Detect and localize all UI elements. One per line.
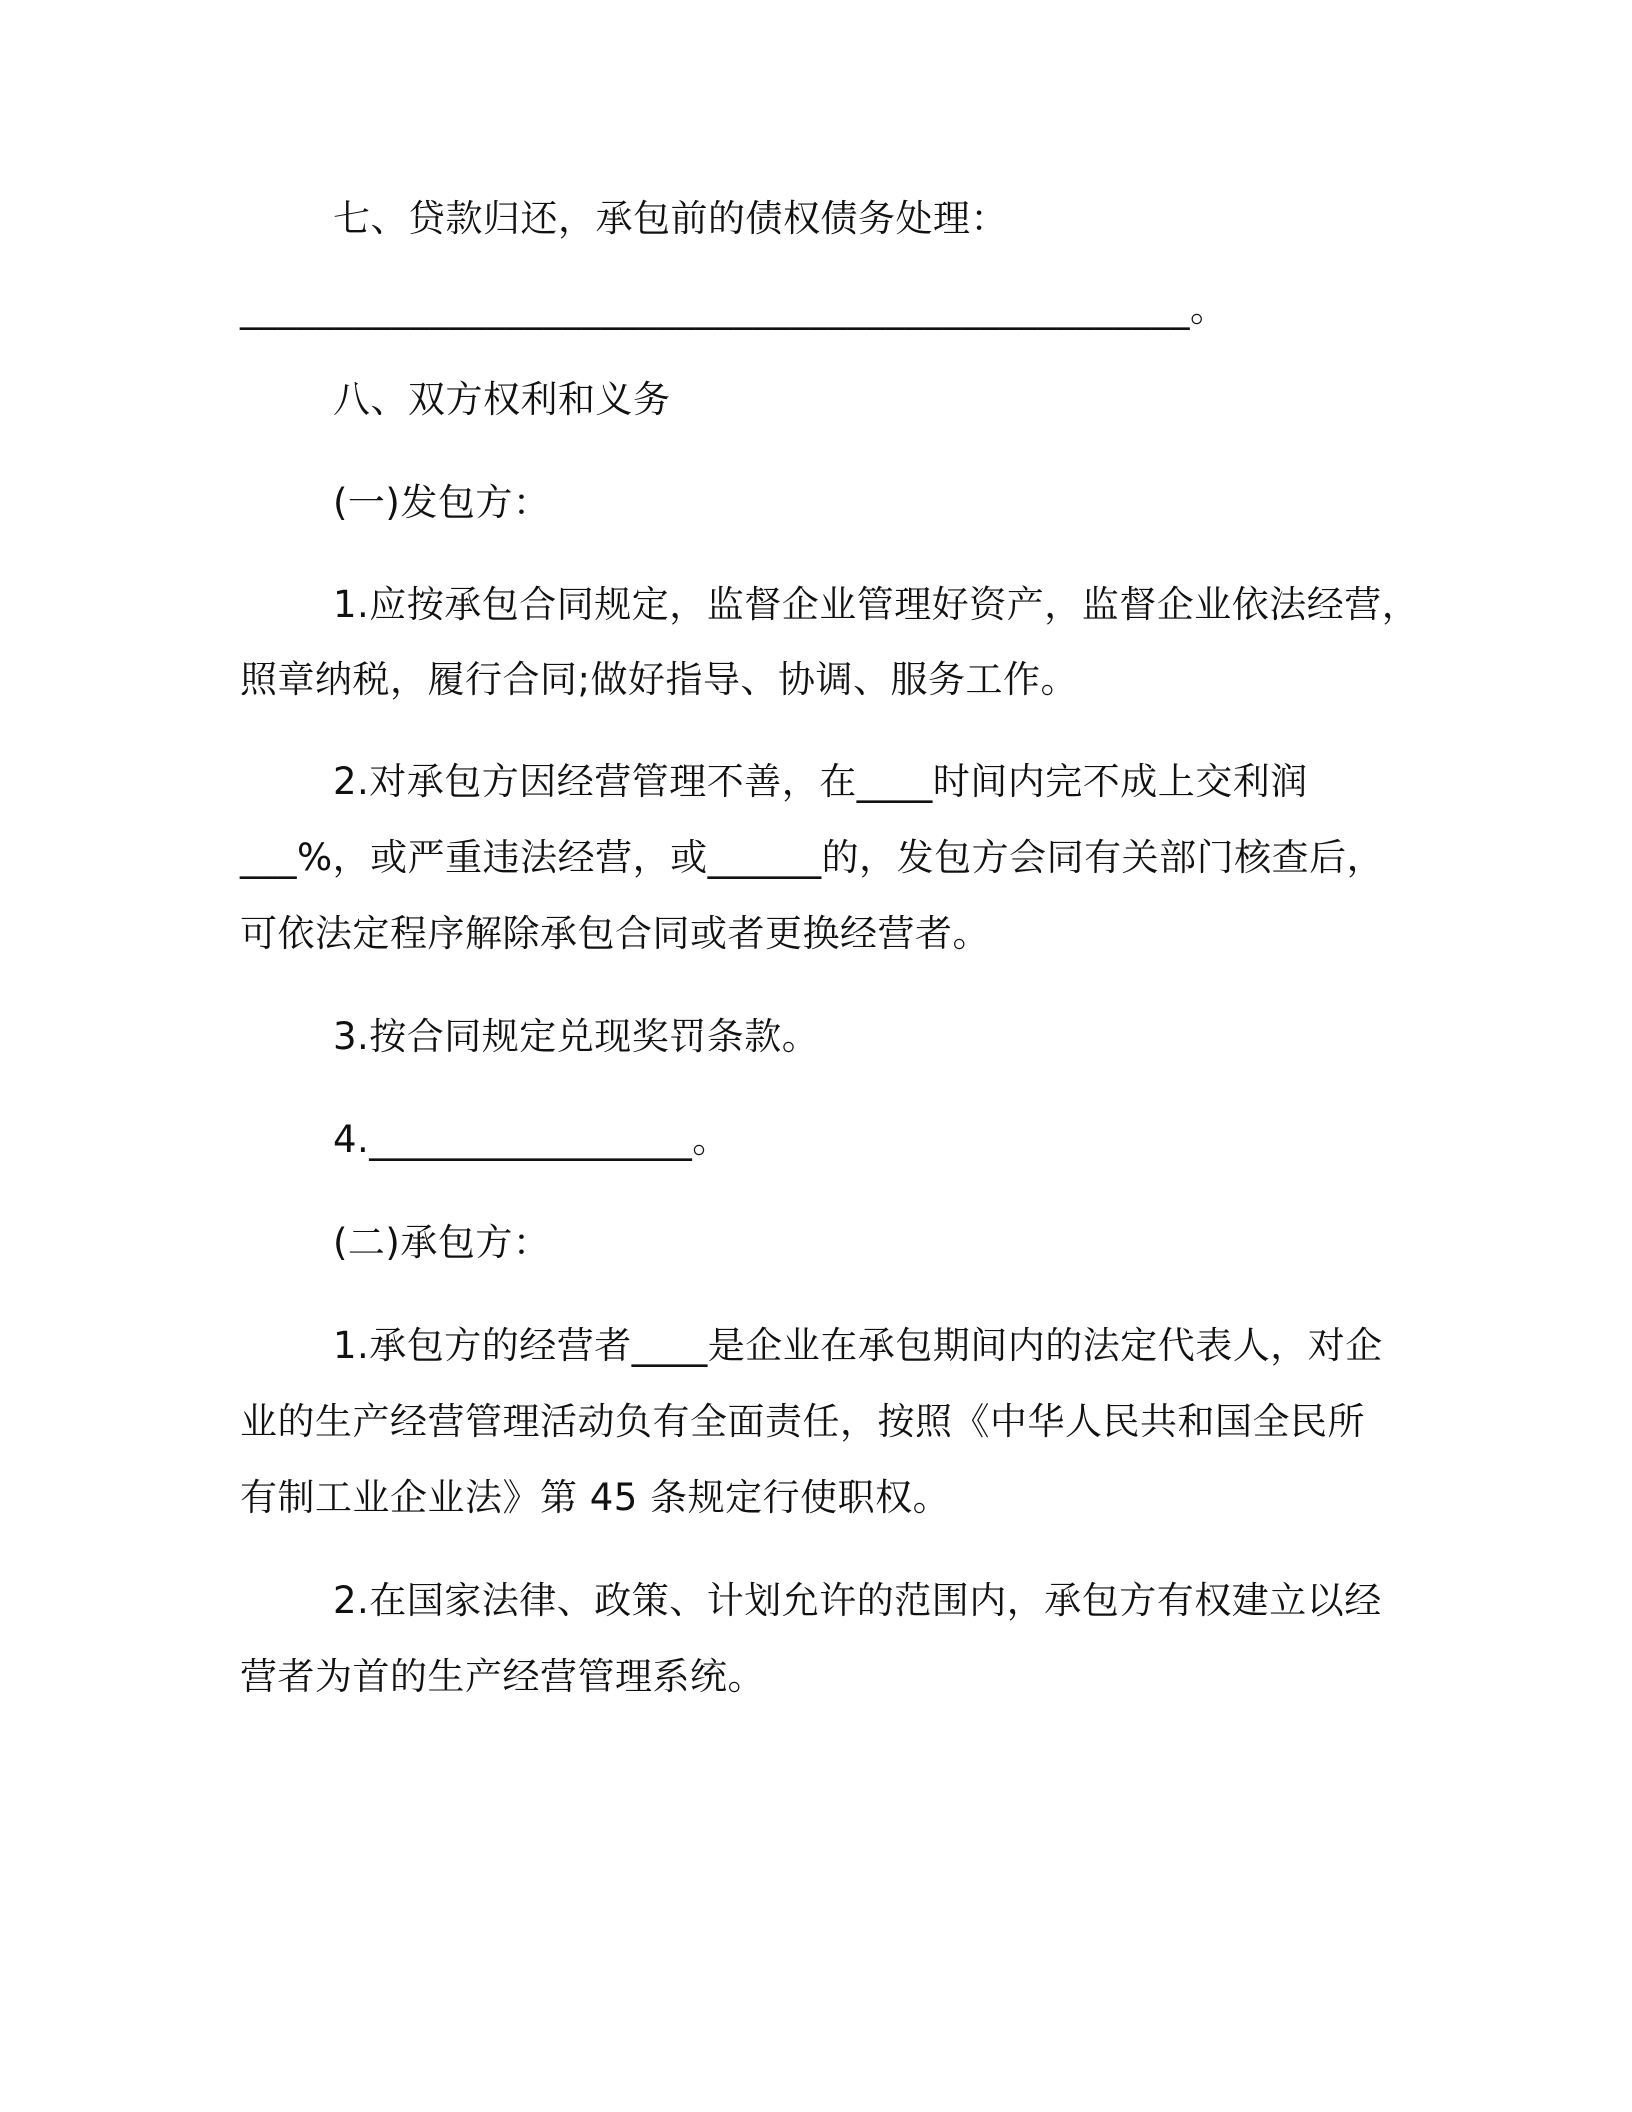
clause-2-1-line-1: 1.承包方的经营者____是企业在承包期间内的法定代表人，对企 [333, 1324, 1383, 1367]
clause-1-1-line-2: 照章纳税，履行合同;做好指导、协调、服务工作。 [240, 658, 1078, 701]
clause-1-3: 3.按合同规定兑现奖罚条款。 [333, 1015, 820, 1058]
clause-1-2-line-1: 2.对承包方因经营管理不善，在____时间内完不成上交利润 [333, 760, 1308, 803]
clause-2-2-line-2: 营者为首的生产经营管理系统。 [240, 1655, 765, 1698]
clause-1-2-line-2: ___%，或严重违法经营，或______的，发包方会同有关部门核查后， [240, 836, 1385, 879]
subsection-2-heading: (二)承包方： [333, 1221, 551, 1264]
clause-2-1-line-3: 有制工业企业法》第 45 条规定行使职权。 [240, 1476, 951, 1519]
section-8-heading: 八、双方权利和义务 [333, 378, 671, 421]
clause-2-1-line-2: 业的生产经营管理活动负有全面责任，按照《中华人民共和国全民所 [240, 1400, 1365, 1443]
clause-1-1-line-1: 1.应按承包合同规定，监督企业管理好资产，监督企业依法经营， [333, 583, 1420, 626]
subsection-1-heading: (一)发包方： [333, 481, 551, 524]
section-7-blank-line: __________________________________________________。 [240, 287, 1228, 330]
clause-2-2-line-1: 2.在国家法律、政策、计划允许的范围内，承包方有权建立以经 [333, 1579, 1382, 1622]
clause-1-2-line-3: 可依法定程序解除承包合同或者更换经营者。 [240, 912, 990, 955]
clause-1-4: 4._________________。 [333, 1118, 730, 1161]
section-7-heading: 七、贷款归还，承包前的债权债务处理： [333, 197, 1008, 240]
